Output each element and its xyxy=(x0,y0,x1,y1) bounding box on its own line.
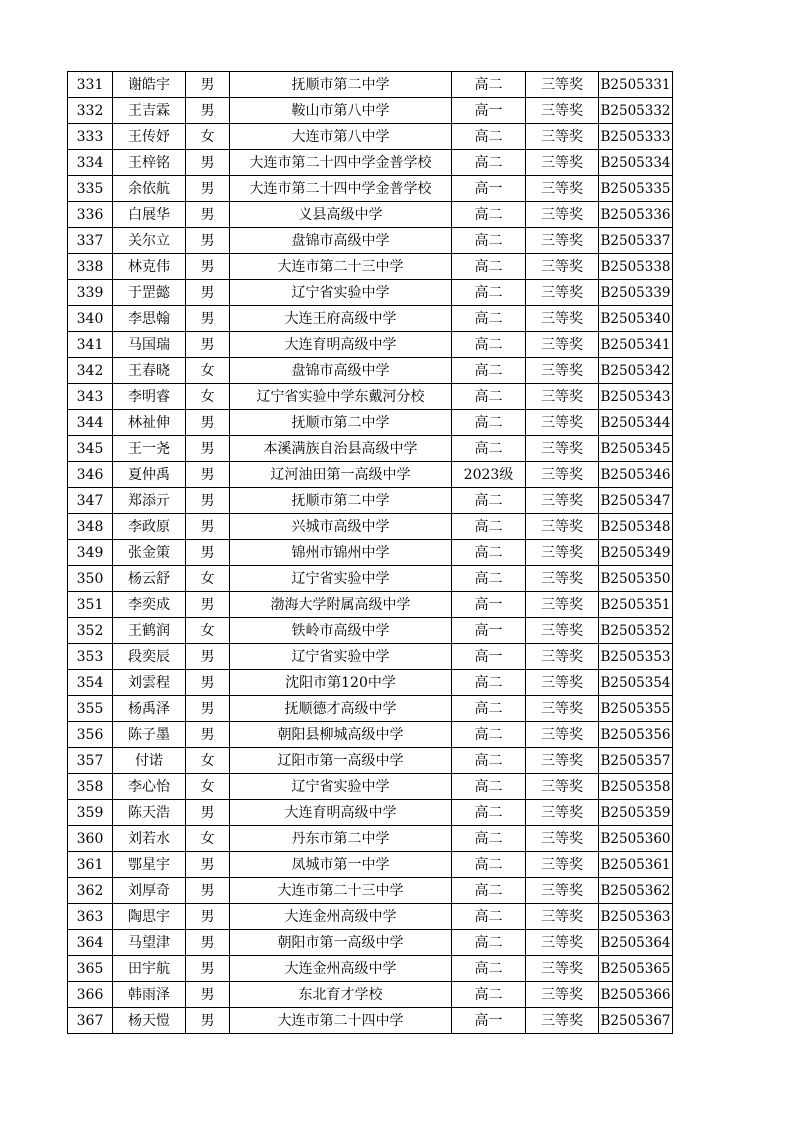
gender-cell: 男 xyxy=(186,670,230,696)
school-cell: 东北育才学校 xyxy=(230,982,452,1008)
certificate-number-cell: B2505361 xyxy=(599,852,673,878)
school-cell: 大连市第二十四中学金普学校 xyxy=(230,176,452,202)
certificate-number-cell: B2505364 xyxy=(599,930,673,956)
serial-number-cell: 331 xyxy=(68,72,113,98)
student-name-cell: 李政原 xyxy=(113,514,186,540)
school-cell: 丹东市第二中学 xyxy=(230,826,452,852)
student-name-cell: 张金策 xyxy=(113,540,186,566)
certificate-number-cell: B2505336 xyxy=(599,202,673,228)
certificate-number-cell: B2505346 xyxy=(599,462,673,488)
table-row xyxy=(68,488,673,514)
certificate-number-cell: B2505353 xyxy=(599,644,673,670)
student-name-cell: 段奕辰 xyxy=(113,644,186,670)
gender-cell: 男 xyxy=(186,930,230,956)
table-row xyxy=(68,540,673,566)
grade-cell: 高二 xyxy=(452,956,526,982)
student-name-cell: 杨禹泽 xyxy=(113,696,186,722)
certificate-number-cell: B2505355 xyxy=(599,696,673,722)
school-cell: 大连金州高级中学 xyxy=(230,904,452,930)
student-name-cell: 于罡懿 xyxy=(113,280,186,306)
award-level-cell: 三等奖 xyxy=(526,566,599,592)
table-row xyxy=(68,644,673,670)
school-cell: 辽阳市第一高级中学 xyxy=(230,748,452,774)
school-cell: 辽宁省实验中学 xyxy=(230,774,452,800)
student-name-cell: 田宇航 xyxy=(113,956,186,982)
award-level-cell: 三等奖 xyxy=(526,98,599,124)
student-name-cell: 刘厚奇 xyxy=(113,878,186,904)
serial-number-cell: 349 xyxy=(68,540,113,566)
student-name-cell: 王鹤润 xyxy=(113,618,186,644)
student-name-cell: 马望津 xyxy=(113,930,186,956)
student-name-cell: 白展华 xyxy=(113,202,186,228)
student-name-cell: 谢皓宇 xyxy=(113,72,186,98)
student-name-cell: 鄂星宇 xyxy=(113,852,186,878)
award-level-cell: 三等奖 xyxy=(526,800,599,826)
award-level-cell: 三等奖 xyxy=(526,592,599,618)
student-name-cell: 王一尧 xyxy=(113,436,186,462)
award-level-cell: 三等奖 xyxy=(526,696,599,722)
school-cell: 抚顺市第二中学 xyxy=(230,410,452,436)
gender-cell: 女 xyxy=(186,358,230,384)
award-level-cell: 三等奖 xyxy=(526,540,599,566)
grade-cell: 高二 xyxy=(452,852,526,878)
student-name-cell: 王梓铭 xyxy=(113,150,186,176)
school-cell: 朝阳县柳城高级中学 xyxy=(230,722,452,748)
serial-number-cell: 367 xyxy=(68,1008,113,1034)
serial-number-cell: 334 xyxy=(68,150,113,176)
school-cell: 辽宁省实验中学东戴河分校 xyxy=(230,384,452,410)
student-name-cell: 王吉霖 xyxy=(113,98,186,124)
school-cell: 沈阳市第120中学 xyxy=(230,670,452,696)
school-cell: 朝阳市第一高级中学 xyxy=(230,930,452,956)
gender-cell: 男 xyxy=(186,722,230,748)
award-level-cell: 三等奖 xyxy=(526,150,599,176)
grade-cell: 高一 xyxy=(452,1008,526,1034)
gender-cell: 男 xyxy=(186,72,230,98)
gender-cell: 男 xyxy=(186,306,230,332)
certificate-number-cell: B2505363 xyxy=(599,904,673,930)
gender-cell: 男 xyxy=(186,462,230,488)
grade-cell: 高二 xyxy=(452,722,526,748)
student-name-cell: 关尔立 xyxy=(113,228,186,254)
award-level-cell: 三等奖 xyxy=(526,748,599,774)
table-row xyxy=(68,228,673,254)
student-name-cell: 李明睿 xyxy=(113,384,186,410)
table-row xyxy=(68,722,673,748)
serial-number-cell: 353 xyxy=(68,644,113,670)
certificate-number-cell: B2505365 xyxy=(599,956,673,982)
award-level-cell: 三等奖 xyxy=(526,1008,599,1034)
serial-number-cell: 346 xyxy=(68,462,113,488)
table-row xyxy=(68,696,673,722)
school-cell: 辽宁省实验中学 xyxy=(230,280,452,306)
grade-cell: 高二 xyxy=(452,930,526,956)
certificate-number-cell: B2505362 xyxy=(599,878,673,904)
grade-cell: 高二 xyxy=(452,150,526,176)
table-row xyxy=(68,306,673,332)
school-cell: 锦州市锦州中学 xyxy=(230,540,452,566)
table-row xyxy=(68,852,673,878)
school-cell: 抚顺市第二中学 xyxy=(230,72,452,98)
table-row xyxy=(68,72,673,98)
student-name-cell: 夏仲禹 xyxy=(113,462,186,488)
student-name-cell: 马国瑞 xyxy=(113,332,186,358)
table-row xyxy=(68,462,673,488)
grade-cell: 高一 xyxy=(452,176,526,202)
certificate-number-cell: B2505343 xyxy=(599,384,673,410)
certificate-number-cell: B2505342 xyxy=(599,358,673,384)
table-row xyxy=(68,280,673,306)
school-cell: 辽河油田第一高级中学 xyxy=(230,462,452,488)
gender-cell: 女 xyxy=(186,774,230,800)
gender-cell: 男 xyxy=(186,150,230,176)
grade-cell: 高二 xyxy=(452,540,526,566)
student-name-cell: 王春晓 xyxy=(113,358,186,384)
student-name-cell: 李心怡 xyxy=(113,774,186,800)
student-name-cell: 李思翰 xyxy=(113,306,186,332)
grade-cell: 高二 xyxy=(452,306,526,332)
certificate-number-cell: B2505335 xyxy=(599,176,673,202)
award-level-cell: 三等奖 xyxy=(526,176,599,202)
gender-cell: 男 xyxy=(186,202,230,228)
table-row xyxy=(68,410,673,436)
grade-cell: 高二 xyxy=(452,410,526,436)
table-row xyxy=(68,748,673,774)
grade-cell: 高二 xyxy=(452,566,526,592)
table-row xyxy=(68,202,673,228)
grade-cell: 高一 xyxy=(452,618,526,644)
award-level-cell: 三等奖 xyxy=(526,722,599,748)
school-cell: 铁岭市高级中学 xyxy=(230,618,452,644)
school-cell: 义县高级中学 xyxy=(230,202,452,228)
gender-cell: 男 xyxy=(186,1008,230,1034)
award-level-cell: 三等奖 xyxy=(526,930,599,956)
grade-cell: 高二 xyxy=(452,488,526,514)
certificate-number-cell: B2505338 xyxy=(599,254,673,280)
award-list-table xyxy=(67,71,673,1034)
serial-number-cell: 347 xyxy=(68,488,113,514)
award-level-cell: 三等奖 xyxy=(526,644,599,670)
school-cell: 盘锦市高级中学 xyxy=(230,358,452,384)
gender-cell: 男 xyxy=(186,514,230,540)
gender-cell: 男 xyxy=(186,410,230,436)
certificate-number-cell: B2505340 xyxy=(599,306,673,332)
table-row xyxy=(68,982,673,1008)
certificate-number-cell: B2505344 xyxy=(599,410,673,436)
table-row xyxy=(68,358,673,384)
serial-number-cell: 355 xyxy=(68,696,113,722)
grade-cell: 高二 xyxy=(452,696,526,722)
student-name-cell: 王传妤 xyxy=(113,124,186,150)
gender-cell: 男 xyxy=(186,98,230,124)
serial-number-cell: 337 xyxy=(68,228,113,254)
table-row xyxy=(68,566,673,592)
award-level-cell: 三等奖 xyxy=(526,852,599,878)
gender-cell: 男 xyxy=(186,956,230,982)
certificate-number-cell: B2505352 xyxy=(599,618,673,644)
award-level-cell: 三等奖 xyxy=(526,254,599,280)
student-name-cell: 林克伟 xyxy=(113,254,186,280)
grade-cell: 高二 xyxy=(452,982,526,1008)
award-level-cell: 三等奖 xyxy=(526,514,599,540)
student-name-cell: 刘雲程 xyxy=(113,670,186,696)
serial-number-cell: 332 xyxy=(68,98,113,124)
school-cell: 大连市第二十三中学 xyxy=(230,878,452,904)
certificate-number-cell: B2505366 xyxy=(599,982,673,1008)
table-row xyxy=(68,956,673,982)
school-cell: 盘锦市高级中学 xyxy=(230,228,452,254)
table-row xyxy=(68,1008,673,1034)
award-level-cell: 三等奖 xyxy=(526,358,599,384)
serial-number-cell: 344 xyxy=(68,410,113,436)
certificate-number-cell: B2505348 xyxy=(599,514,673,540)
table-row xyxy=(68,800,673,826)
certificate-number-cell: B2505349 xyxy=(599,540,673,566)
gender-cell: 男 xyxy=(186,644,230,670)
serial-number-cell: 350 xyxy=(68,566,113,592)
student-name-cell: 杨云舒 xyxy=(113,566,186,592)
grade-cell: 高二 xyxy=(452,748,526,774)
school-cell: 辽宁省实验中学 xyxy=(230,566,452,592)
school-cell: 抚顺市第二中学 xyxy=(230,488,452,514)
certificate-number-cell: B2505339 xyxy=(599,280,673,306)
table-row xyxy=(68,176,673,202)
certificate-number-cell: B2505354 xyxy=(599,670,673,696)
certificate-number-cell: B2505345 xyxy=(599,436,673,462)
serial-number-cell: 338 xyxy=(68,254,113,280)
serial-number-cell: 359 xyxy=(68,800,113,826)
gender-cell: 男 xyxy=(186,852,230,878)
award-level-cell: 三等奖 xyxy=(526,410,599,436)
serial-number-cell: 364 xyxy=(68,930,113,956)
serial-number-cell: 358 xyxy=(68,774,113,800)
gender-cell: 女 xyxy=(186,384,230,410)
serial-number-cell: 341 xyxy=(68,332,113,358)
gender-cell: 男 xyxy=(186,176,230,202)
award-level-cell: 三等奖 xyxy=(526,618,599,644)
grade-cell: 2023级 xyxy=(452,462,526,488)
grade-cell: 高一 xyxy=(452,592,526,618)
serial-number-cell: 339 xyxy=(68,280,113,306)
serial-number-cell: 362 xyxy=(68,878,113,904)
gender-cell: 男 xyxy=(186,540,230,566)
gender-cell: 男 xyxy=(186,592,230,618)
student-name-cell: 郑添亓 xyxy=(113,488,186,514)
grade-cell: 高二 xyxy=(452,774,526,800)
table-row xyxy=(68,150,673,176)
grade-cell: 高二 xyxy=(452,280,526,306)
table-row xyxy=(68,670,673,696)
gender-cell: 男 xyxy=(186,982,230,1008)
serial-number-cell: 360 xyxy=(68,826,113,852)
school-cell: 大连市第八中学 xyxy=(230,124,452,150)
table-row xyxy=(68,878,673,904)
grade-cell: 高二 xyxy=(452,228,526,254)
gender-cell: 男 xyxy=(186,904,230,930)
certificate-number-cell: B2505359 xyxy=(599,800,673,826)
gender-cell: 男 xyxy=(186,878,230,904)
award-level-cell: 三等奖 xyxy=(526,878,599,904)
certificate-number-cell: B2505337 xyxy=(599,228,673,254)
school-cell: 渤海大学附属高级中学 xyxy=(230,592,452,618)
school-cell: 兴城市高级中学 xyxy=(230,514,452,540)
serial-number-cell: 352 xyxy=(68,618,113,644)
certificate-number-cell: B2505334 xyxy=(599,150,673,176)
certificate-number-cell: B2505333 xyxy=(599,124,673,150)
table-row xyxy=(68,592,673,618)
gender-cell: 女 xyxy=(186,826,230,852)
award-level-cell: 三等奖 xyxy=(526,306,599,332)
certificate-number-cell: B2505360 xyxy=(599,826,673,852)
grade-cell: 高二 xyxy=(452,202,526,228)
gender-cell: 女 xyxy=(186,124,230,150)
certificate-number-cell: B2505351 xyxy=(599,592,673,618)
serial-number-cell: 342 xyxy=(68,358,113,384)
award-level-cell: 三等奖 xyxy=(526,280,599,306)
school-cell: 辽宁省实验中学 xyxy=(230,644,452,670)
gender-cell: 男 xyxy=(186,332,230,358)
certificate-number-cell: B2505357 xyxy=(599,748,673,774)
serial-number-cell: 343 xyxy=(68,384,113,410)
award-level-cell: 三等奖 xyxy=(526,72,599,98)
grade-cell: 高二 xyxy=(452,800,526,826)
table-row xyxy=(68,904,673,930)
gender-cell: 男 xyxy=(186,436,230,462)
table-row xyxy=(68,124,673,150)
school-cell: 凤城市第一中学 xyxy=(230,852,452,878)
grade-cell: 高二 xyxy=(452,72,526,98)
certificate-number-cell: B2505347 xyxy=(599,488,673,514)
gender-cell: 男 xyxy=(186,228,230,254)
certificate-number-cell: B2505341 xyxy=(599,332,673,358)
student-name-cell: 陈天浩 xyxy=(113,800,186,826)
grade-cell: 高二 xyxy=(452,254,526,280)
serial-number-cell: 333 xyxy=(68,124,113,150)
award-level-cell: 三等奖 xyxy=(526,670,599,696)
grade-cell: 高二 xyxy=(452,384,526,410)
serial-number-cell: 354 xyxy=(68,670,113,696)
serial-number-cell: 357 xyxy=(68,748,113,774)
grade-cell: 高二 xyxy=(452,436,526,462)
grade-cell: 高一 xyxy=(452,644,526,670)
table-row xyxy=(68,618,673,644)
school-cell: 大连市第二十三中学 xyxy=(230,254,452,280)
award-level-cell: 三等奖 xyxy=(526,436,599,462)
table-body xyxy=(68,72,673,1034)
serial-number-cell: 366 xyxy=(68,982,113,1008)
serial-number-cell: 340 xyxy=(68,306,113,332)
student-name-cell: 刘若水 xyxy=(113,826,186,852)
student-name-cell: 林祉伸 xyxy=(113,410,186,436)
school-cell: 大连金州高级中学 xyxy=(230,956,452,982)
gender-cell: 男 xyxy=(186,254,230,280)
grade-cell: 高二 xyxy=(452,670,526,696)
award-level-cell: 三等奖 xyxy=(526,462,599,488)
award-level-cell: 三等奖 xyxy=(526,228,599,254)
school-cell: 大连育明高级中学 xyxy=(230,332,452,358)
grade-cell: 高二 xyxy=(452,826,526,852)
student-name-cell: 余依航 xyxy=(113,176,186,202)
student-name-cell: 陈子墨 xyxy=(113,722,186,748)
student-name-cell: 李奕成 xyxy=(113,592,186,618)
award-level-cell: 三等奖 xyxy=(526,124,599,150)
school-cell: 大连育明高级中学 xyxy=(230,800,452,826)
certificate-number-cell: B2505356 xyxy=(599,722,673,748)
school-cell: 大连市第二十四中学金普学校 xyxy=(230,150,452,176)
certificate-number-cell: B2505332 xyxy=(599,98,673,124)
serial-number-cell: 361 xyxy=(68,852,113,878)
serial-number-cell: 345 xyxy=(68,436,113,462)
certificate-number-cell: B2505358 xyxy=(599,774,673,800)
gender-cell: 男 xyxy=(186,488,230,514)
gender-cell: 男 xyxy=(186,800,230,826)
table-row xyxy=(68,436,673,462)
student-name-cell: 付诺 xyxy=(113,748,186,774)
award-level-cell: 三等奖 xyxy=(526,904,599,930)
school-cell: 大连市第二十四中学 xyxy=(230,1008,452,1034)
award-level-cell: 三等奖 xyxy=(526,202,599,228)
grade-cell: 高二 xyxy=(452,332,526,358)
table-row xyxy=(68,254,673,280)
student-name-cell: 陶思宇 xyxy=(113,904,186,930)
grade-cell: 高二 xyxy=(452,358,526,384)
serial-number-cell: 348 xyxy=(68,514,113,540)
table-row xyxy=(68,774,673,800)
school-cell: 大连王府高级中学 xyxy=(230,306,452,332)
gender-cell: 男 xyxy=(186,280,230,306)
certificate-number-cell: B2505367 xyxy=(599,1008,673,1034)
gender-cell: 女 xyxy=(186,618,230,644)
award-level-cell: 三等奖 xyxy=(526,384,599,410)
serial-number-cell: 351 xyxy=(68,592,113,618)
table-row xyxy=(68,826,673,852)
award-level-cell: 三等奖 xyxy=(526,826,599,852)
grade-cell: 高二 xyxy=(452,124,526,150)
school-cell: 本溪满族自治县高级中学 xyxy=(230,436,452,462)
gender-cell: 女 xyxy=(186,566,230,592)
serial-number-cell: 335 xyxy=(68,176,113,202)
student-name-cell: 韩雨泽 xyxy=(113,982,186,1008)
table-row xyxy=(68,930,673,956)
serial-number-cell: 363 xyxy=(68,904,113,930)
serial-number-cell: 336 xyxy=(68,202,113,228)
student-name-cell: 杨天愷 xyxy=(113,1008,186,1034)
award-level-cell: 三等奖 xyxy=(526,488,599,514)
certificate-number-cell: B2505331 xyxy=(599,72,673,98)
gender-cell: 男 xyxy=(186,696,230,722)
serial-number-cell: 365 xyxy=(68,956,113,982)
award-level-cell: 三等奖 xyxy=(526,774,599,800)
table-row xyxy=(68,384,673,410)
school-cell: 抚顺德才高级中学 xyxy=(230,696,452,722)
table-row xyxy=(68,514,673,540)
school-cell: 鞍山市第八中学 xyxy=(230,98,452,124)
grade-cell: 高二 xyxy=(452,878,526,904)
grade-cell: 高二 xyxy=(452,514,526,540)
grade-cell: 高一 xyxy=(452,98,526,124)
table-row xyxy=(68,332,673,358)
serial-number-cell: 356 xyxy=(68,722,113,748)
gender-cell: 女 xyxy=(186,748,230,774)
award-level-cell: 三等奖 xyxy=(526,332,599,358)
certificate-number-cell: B2505350 xyxy=(599,566,673,592)
award-level-cell: 三等奖 xyxy=(526,956,599,982)
award-level-cell: 三等奖 xyxy=(526,982,599,1008)
grade-cell: 高二 xyxy=(452,904,526,930)
table-row xyxy=(68,98,673,124)
